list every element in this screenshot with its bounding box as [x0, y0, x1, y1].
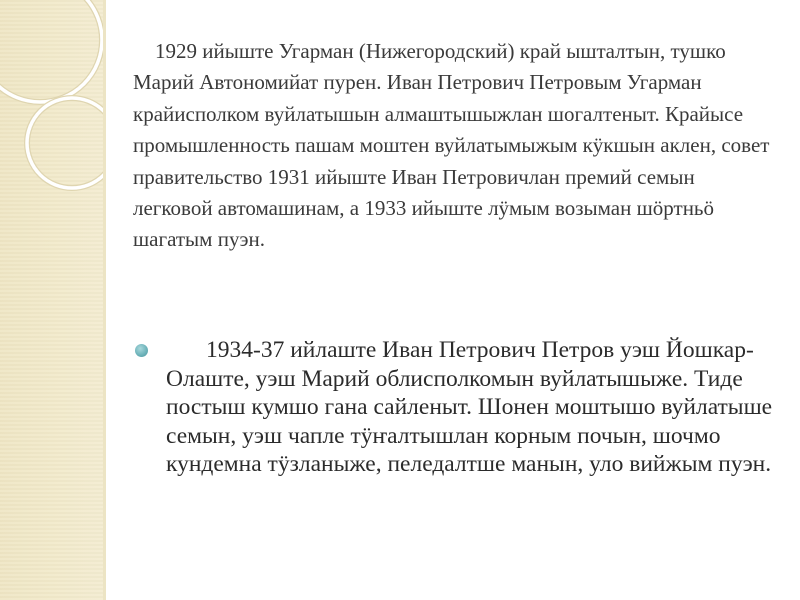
large-ring	[0, 0, 102, 102]
bullet-item	[135, 336, 775, 479]
teal-bullet-dot-icon	[135, 344, 148, 357]
side-band-edge	[103, 0, 106, 600]
large-ring-shadow	[0, 0, 102, 102]
bullet-text: 1934-37 ийлаште Иван Петрович Петров уэш Йошкар-Олаште, уэш Марий облисполкомын вуйлатышыже. Тиде постыш кумшо гана сайленыт. Шонен моштышо вуйлатыше семын, уэш чапле тӱҥалтышлан корным почын, шочмо кундемна тӱзланыже, пеледалтше манын, уло вийжым пуэн.	[166, 337, 773, 478]
small-ring	[27, 98, 103, 188]
decorative-rings	[0, 0, 103, 600]
decorative-side-band	[0, 0, 103, 600]
slide-paragraph: 1929 ийыште Угарман (Нижегородский) край ыштaлтын, тушко Марий Автономийат пурен. Иван Петрович Петровым Угарман крайисполком вуйлатышын алмаштышыжлан шогалтеныт. Крайысе промышленность пашам моштен вуйлатымыжым кӱкшын аклен, совет правительство 1931 ийыште Иван Петровичлан премий семын легковой автомашинам, а 1933 ийыште лӱмым возыман шӧртньӧ шагатым пуэн.	[133, 39, 770, 252]
